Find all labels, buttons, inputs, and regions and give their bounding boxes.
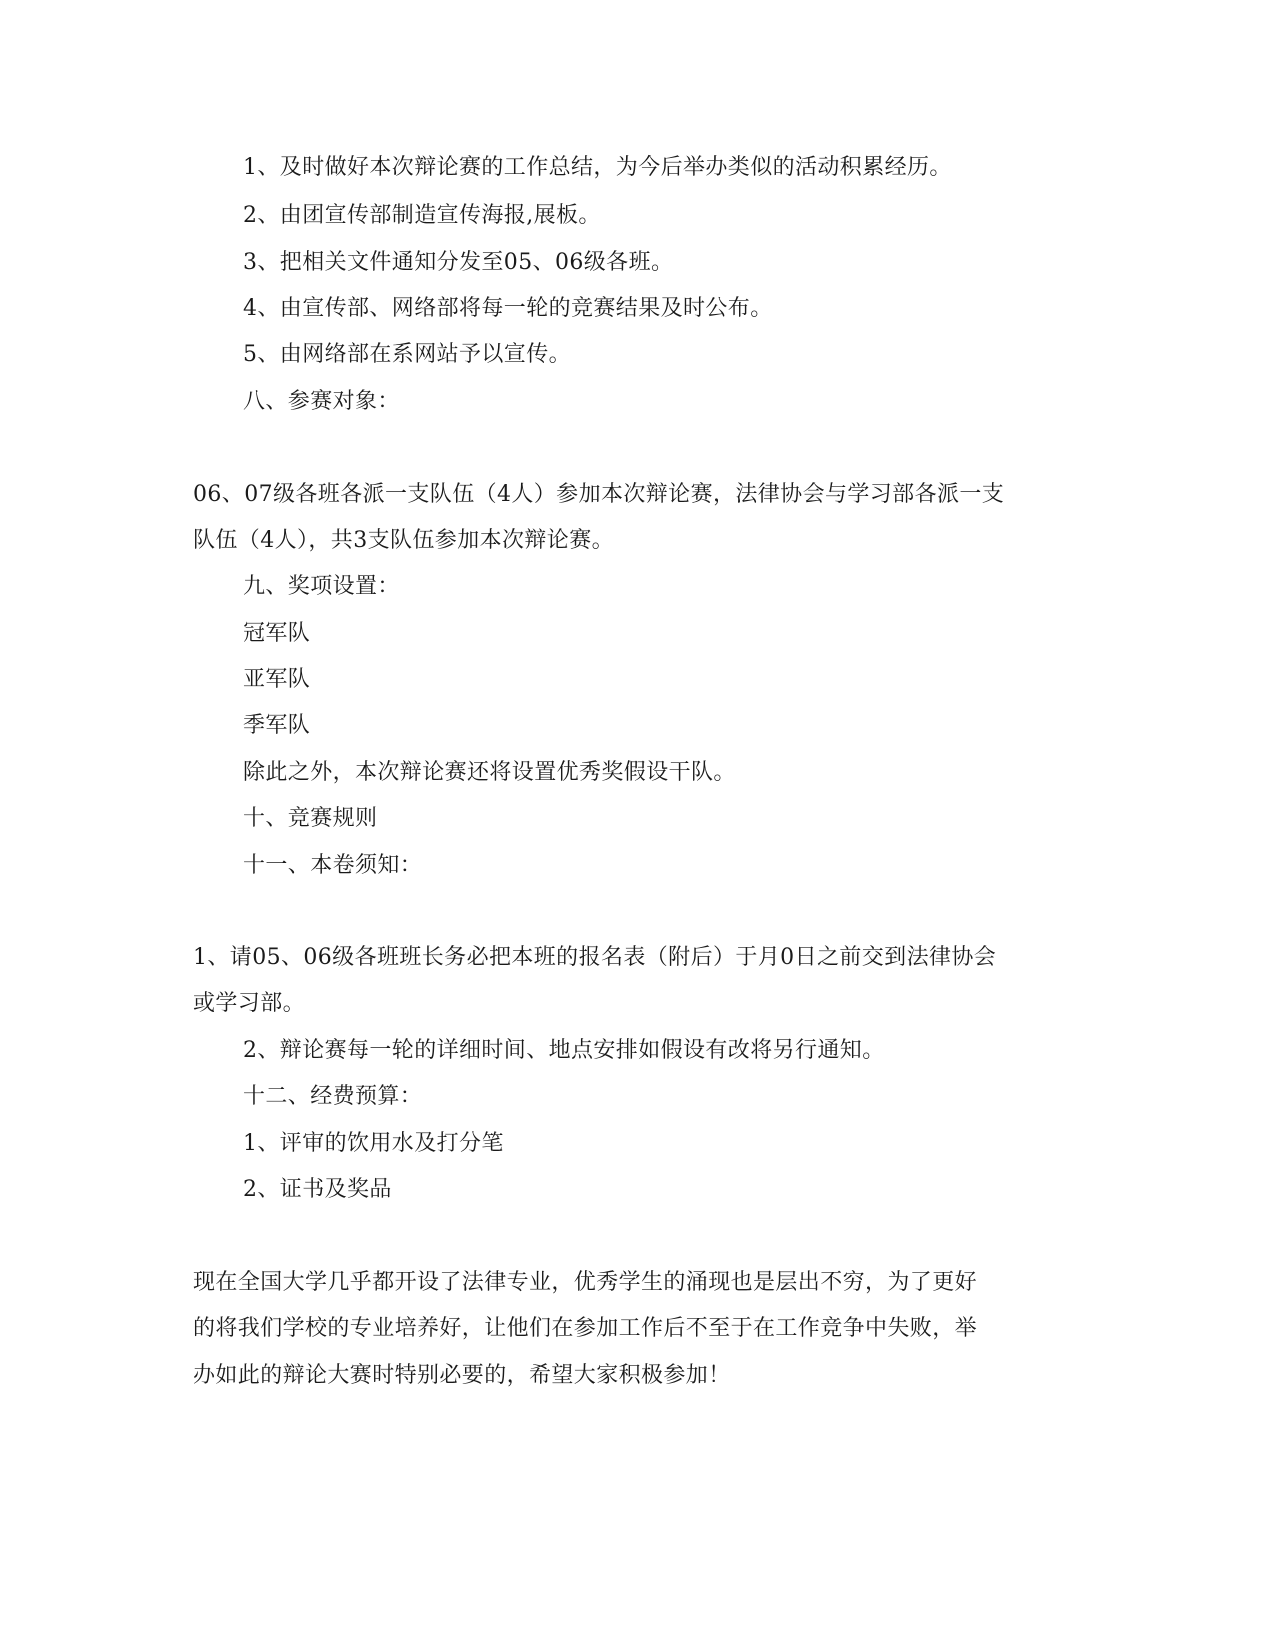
section-heading-awards: 九、奖项设置： (243, 574, 400, 599)
award-third-place: 季军队 (243, 713, 311, 738)
budget-item-2: 2、证书及奖品 (243, 1177, 392, 1202)
notes-item-1-line-1: 1、请05、06级各班班长务必把本班的报名表（附后）于月0日之前交到法律协会 (193, 945, 997, 970)
notes-item-2: 2、辩论赛每一轮的详细时间、地点安排如假设有改将另行通知。 (243, 1038, 885, 1063)
award-note: 除此之外，本次辩论赛还将设置优秀奖假设干队。 (243, 760, 736, 785)
section-heading-participants: 八、参赛对象： (243, 389, 400, 414)
section-heading-budget: 十二、经费预算： (243, 1084, 423, 1109)
participants-text-line-2: 队伍（4人），共3支队伍参加本次辩论赛。 (193, 528, 614, 553)
award-champion: 冠军队 (243, 621, 311, 646)
section-heading-notes: 十一、本卷须知： (243, 853, 423, 878)
summary-item-2: 2、由团宣传部制造宣传海报,展板。 (243, 203, 601, 228)
summary-item-3: 3、把相关文件通知分发至05、06级各班。 (243, 250, 674, 275)
summary-item-4: 4、由宣传部、网络部将每一轮的竞赛结果及时公布。 (243, 296, 773, 321)
closing-paragraph-line-2: 的将我们学校的专业培养好，让他们在参加工作后不至于在工作竞争中失败，举 (193, 1316, 978, 1341)
participants-text-line-1: 06、07级各班各派一支队伍（4人）参加本次辩论赛，法律协会与学习部各派一支 (193, 482, 1005, 507)
section-heading-rules: 十、竞赛规则 (243, 806, 378, 831)
closing-paragraph-line-1: 现在全国大学几乎都开设了法律专业，优秀学生的涌现也是层出不穷，为了更好 (193, 1270, 978, 1295)
notes-item-1-line-2: 或学习部。 (193, 991, 306, 1016)
summary-item-5: 5、由网络部在系网站予以宣传。 (243, 342, 571, 367)
summary-item-1: 1、及时做好本次辩论赛的工作总结，为今后举办类似的活动积累经历。 (243, 155, 952, 180)
award-runner-up: 亚军队 (243, 667, 311, 692)
closing-paragraph-line-3: 办如此的辩论大赛时特别必要的，希望大家积极参加！ (193, 1363, 731, 1388)
budget-item-1: 1、评审的饮用水及打分笔 (243, 1131, 504, 1156)
